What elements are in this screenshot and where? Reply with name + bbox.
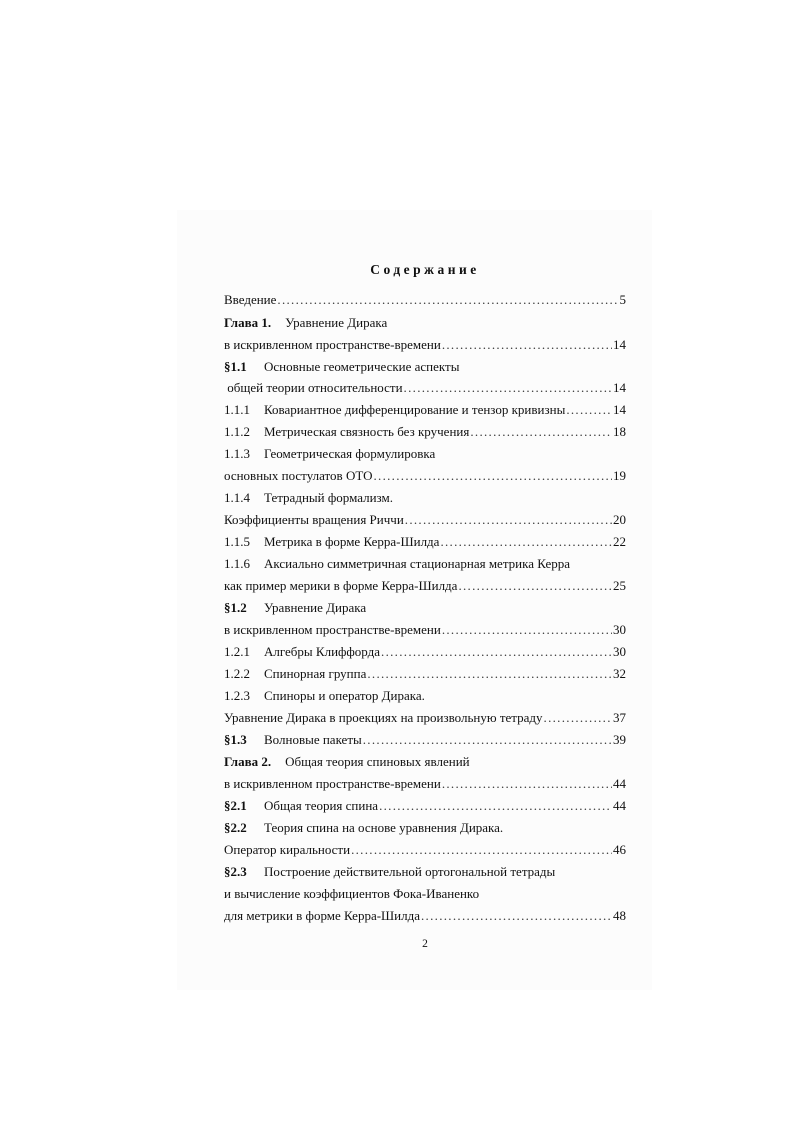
- toc-entry-page: 20: [613, 512, 626, 527]
- toc-entry[interactable]: [224, 554, 626, 574]
- toc-entry[interactable]: [224, 862, 626, 882]
- toc-entry-number: 1.2.2: [224, 666, 250, 681]
- toc-entry-text: в искривленном пространстве-времени: [224, 776, 441, 791]
- toc-entry-page: 37: [613, 710, 626, 725]
- toc-entry-page: 48: [613, 908, 626, 923]
- toc-leader: [442, 774, 612, 794]
- toc-leader: [421, 906, 612, 926]
- toc-entry-number: §2.1: [224, 798, 247, 813]
- toc-entry-number: 1.1.6: [224, 556, 250, 571]
- toc-entry-page: 14: [613, 380, 626, 395]
- toc-entry-page: 19: [613, 468, 626, 483]
- toc-entry-text: в искривленном пространстве-времени: [224, 337, 441, 352]
- toc-leader: [440, 532, 612, 552]
- toc-entry-text: в искривленном пространстве-времени: [224, 622, 441, 637]
- toc-entry-page: 30: [613, 622, 626, 637]
- toc-entry-page: 14: [613, 337, 626, 352]
- toc-entry[interactable]: [224, 532, 626, 552]
- toc-entry-page: 32: [613, 666, 626, 681]
- toc-entry-text: Уравнение Дирака: [264, 600, 367, 615]
- toc-entry-text: общей теории относительности: [224, 380, 403, 395]
- toc-leader: [544, 708, 612, 728]
- toc-entry-text: Геометрическая формулировка: [264, 446, 436, 461]
- toc-entry-text: Построение действительной ортогональной тетрады: [264, 864, 556, 879]
- toc-entry-text: Спинорная группа: [264, 666, 367, 681]
- toc-entry-number: 1.1.2: [224, 424, 250, 439]
- toc-entry[interactable]: [224, 664, 626, 684]
- toc-entry[interactable]: [224, 818, 626, 838]
- toc-entry[interactable]: [224, 774, 626, 794]
- toc-entry-text: Уравнение Дирака: [285, 315, 388, 330]
- toc-entry[interactable]: [224, 378, 626, 398]
- toc-entry[interactable]: [224, 488, 626, 508]
- toc-entry[interactable]: [224, 576, 626, 596]
- toc-entry-text: Теория спина на основе уравнения Дирака.: [264, 820, 504, 835]
- toc-entry-number: §1.2: [224, 600, 247, 615]
- toc-entry[interactable]: [224, 335, 626, 355]
- toc-entry-page: 44: [613, 798, 626, 813]
- toc-leader: [379, 796, 612, 816]
- toc-entry-number: §2.2: [224, 820, 247, 835]
- toc-entry-text: Тетрадный формализм.: [264, 490, 393, 505]
- toc-entry[interactable]: [224, 642, 626, 662]
- toc-entry[interactable]: [224, 620, 626, 640]
- toc-leader: [373, 466, 612, 486]
- toc-entry-number: 1.2.3: [224, 688, 250, 703]
- toc-leader: [442, 335, 612, 355]
- toc-entry-number: Глава 1.: [224, 315, 272, 330]
- toc-entry-text: Ковариантное дифференцирование и тензор кривизны: [264, 402, 566, 417]
- toc-leader: [442, 620, 612, 640]
- toc-entry-text: Основные геометрические аспекты: [264, 359, 460, 374]
- toc-entry-text: Общая теория спиновых явлений: [285, 754, 470, 769]
- toc-leader: [381, 642, 612, 662]
- toc-entry[interactable]: [224, 357, 626, 377]
- toc-entry-page: 5: [619, 292, 626, 307]
- toc-entry-page: 14: [613, 402, 626, 417]
- toc-leader: [404, 378, 612, 398]
- toc-leader: [458, 576, 612, 596]
- toc-entry-number: §1.1: [224, 359, 247, 374]
- toc-entry-text: как пример мерики в форме Керра-Шилда: [224, 578, 458, 593]
- toc-entry-text: Алгебры Клиффорда: [264, 644, 381, 659]
- toc-entry-text: Метрика в форме Керра-Шилда: [264, 534, 440, 549]
- toc-entry[interactable]: [224, 290, 626, 310]
- toc-entry-number: §1.3: [224, 732, 247, 747]
- toc-entry[interactable]: [224, 466, 626, 486]
- toc-entry-text: Аксиально симметричная стационарная метрика Керра: [264, 556, 570, 571]
- toc-leader: [363, 730, 612, 750]
- toc-entry[interactable]: [224, 598, 626, 618]
- toc-title: Содержание: [370, 262, 480, 277]
- toc-entry-number: 1.1.5: [224, 534, 250, 549]
- toc-entry-text: для метрики в форме Керра-Шилда: [224, 908, 420, 923]
- toc-entry-text: Коэффициенты вращения Риччи: [224, 512, 404, 527]
- toc-entry[interactable]: [224, 422, 626, 442]
- toc-entry[interactable]: [224, 510, 626, 530]
- toc-entry-number: §2.3: [224, 864, 247, 879]
- toc-entry-text: Введение: [224, 292, 277, 307]
- toc-leader: [405, 510, 612, 530]
- toc-entry[interactable]: [224, 313, 626, 333]
- toc-entry-text: Общая теория спина: [264, 798, 379, 813]
- toc-entry-text: Оператор киральности: [224, 842, 351, 857]
- toc-entry-text: Метрическая связность без кручения: [264, 424, 470, 439]
- toc-entry-page: 18: [613, 424, 626, 439]
- toc-entry-page: 25: [613, 578, 626, 593]
- toc-entry-number: Глава 2.: [224, 754, 272, 769]
- toc-entry-page: 30: [613, 644, 626, 659]
- toc-entry[interactable]: [224, 444, 626, 464]
- toc-entry-text: и вычисление коэффициентов Фока-Иваненко: [224, 886, 480, 901]
- toc-leader: [470, 422, 612, 442]
- toc-entry-number: 1.1.3: [224, 446, 250, 461]
- toc-entry-number: 1.2.1: [224, 644, 250, 659]
- toc-entry[interactable]: [224, 840, 626, 860]
- toc-entry-page: 46: [613, 842, 626, 857]
- toc-entry[interactable]: [224, 686, 626, 706]
- toc-leader: [367, 664, 612, 684]
- toc-leader: [277, 290, 618, 310]
- toc-leader: [351, 840, 612, 860]
- toc-leader: [566, 400, 612, 420]
- page-number: 2: [422, 938, 428, 950]
- toc-entry-number: 1.1.4: [224, 490, 250, 505]
- toc-entry[interactable]: [224, 752, 626, 772]
- toc-entry-number: 1.1.1: [224, 402, 250, 417]
- toc-entry-page: 44: [613, 776, 626, 791]
- toc-entry-text: Волновые пакеты: [264, 732, 362, 747]
- toc-entry-page: 39: [613, 732, 626, 747]
- toc-entry[interactable]: [224, 400, 626, 420]
- toc-entry-text: основных постулатов ОТО: [224, 468, 373, 483]
- toc-entry-text: Уравнение Дирака в проекциях на произвольную тетраду: [224, 710, 543, 725]
- toc-entry[interactable]: [224, 708, 626, 728]
- toc-entry[interactable]: [224, 884, 626, 904]
- toc-entry[interactable]: [224, 730, 626, 750]
- toc-entry-page: 22: [613, 534, 626, 549]
- toc-entry[interactable]: [224, 796, 626, 816]
- toc-entry[interactable]: [224, 906, 626, 926]
- toc-entry-text: Спиноры и оператор Дирака.: [264, 688, 425, 703]
